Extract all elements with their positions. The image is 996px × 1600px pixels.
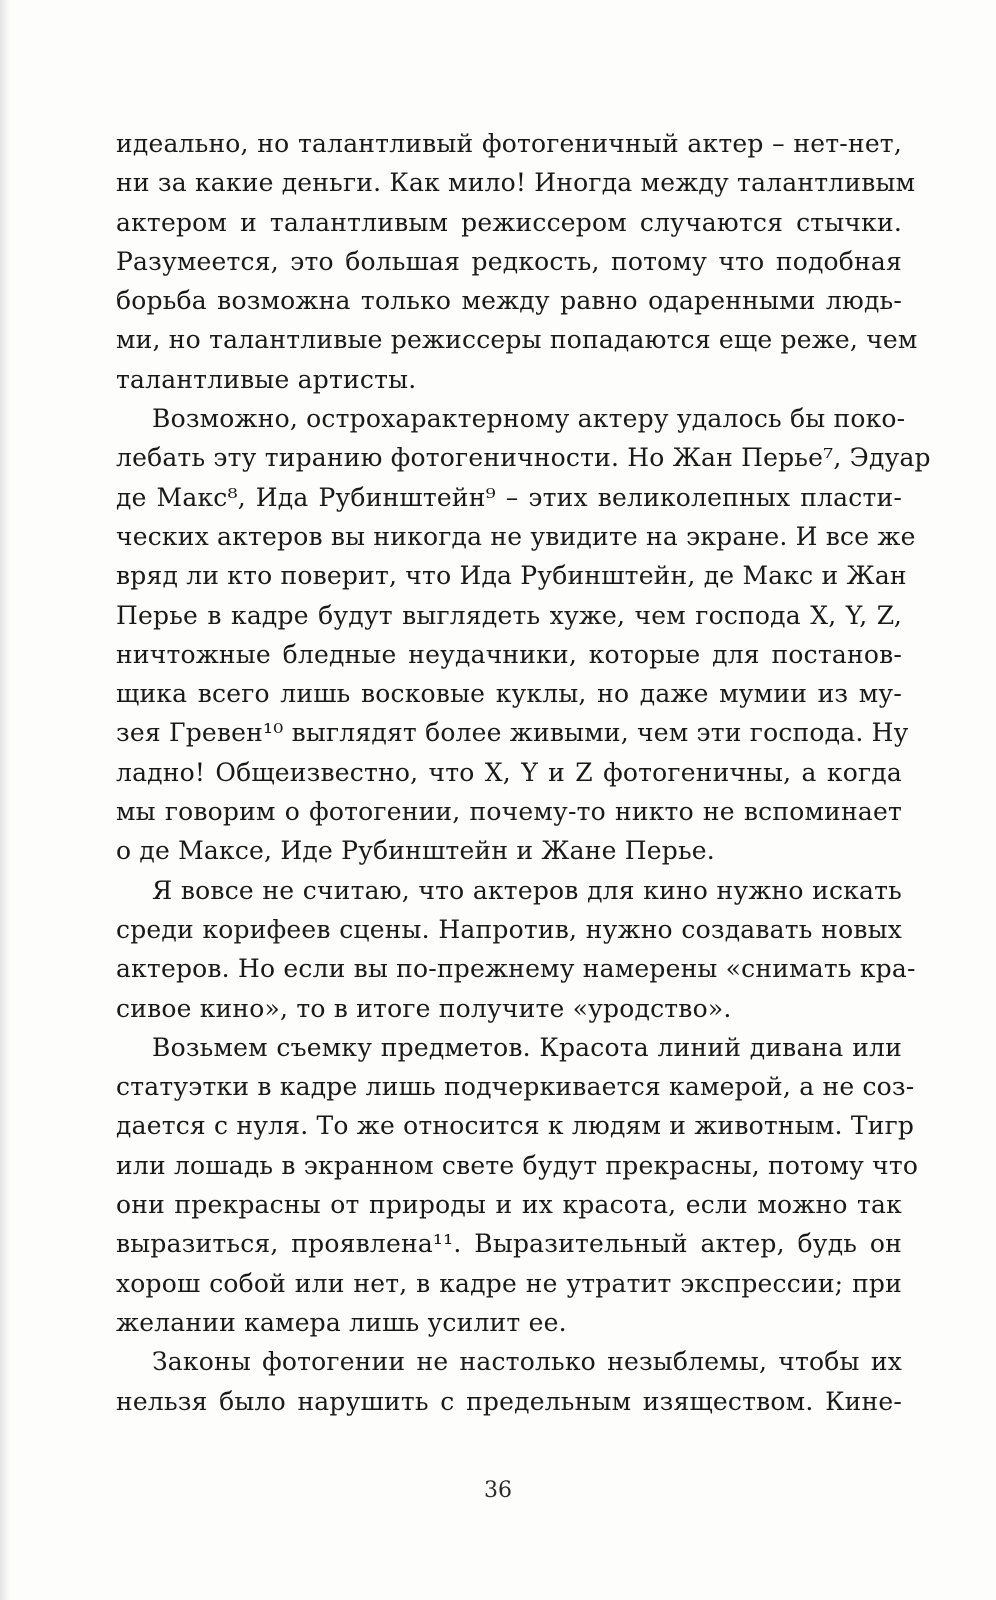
text-line: талантливые артисты. (116, 364, 417, 394)
text-line: хорош собой или нет, в кадре не утратит экспрессии; при (116, 1268, 902, 1298)
text-line: мы говорим о фотогении, почему-то никто не вспоминает (116, 797, 902, 827)
paragraph (116, 1028, 919, 1342)
text-line: зея Гревен¹⁰ выглядят более живыми, чем эти господа. Ну (116, 718, 909, 748)
paragraph (116, 124, 918, 399)
text-line: сивое кино», то в итоге получите «уродство». (116, 993, 732, 1023)
text-line: ми, но талантливые режиссеры попадаются еще реже, чем (116, 325, 918, 355)
text-line: дается с нуля. То же относится к людям и животным. Тигр (116, 1111, 915, 1141)
text-line: о де Максе, Иде Рубинштейн и Жане Перье. (116, 836, 715, 866)
text-line: статуэтки в кадре лишь подчеркивается камерой, а не соз- (116, 1072, 915, 1102)
paragraph (116, 871, 916, 1028)
text-line: щика всего лишь восковые куклы, но даже мумии из му- (116, 679, 902, 709)
body-text (116, 124, 931, 1421)
paragraph (116, 1342, 902, 1421)
text-line: Возможно, острохарактерному актеру удалось бы поко- (152, 404, 906, 434)
paragraph (116, 399, 931, 871)
text-line: среди корифеев сцены. Напротив, нужно создавать новых (116, 914, 902, 944)
text-line: ческих актеров вы никогда не увидите на экране. И все же (116, 521, 916, 551)
text-line: актером и талантливым режиссером случаются стычки. (116, 207, 902, 237)
text-line: Законы фотогении не настолько незыблемы, чтобы их (152, 1347, 902, 1377)
text-line: идеально, но талантливый фотогеничный актер – нет-нет, (116, 129, 902, 158)
text-line: Перье в кадре будут выглядеть хуже, чем господа X, Y, Z, (116, 600, 902, 630)
text-line: ладно! Общеизвестно, что X, Y и Z фотогеничны, а когда (116, 757, 902, 787)
spine-shadow (0, 0, 10, 1600)
text-line: Разумеется, это большая редкость, потому что подобная (116, 246, 902, 276)
text-line: лебать эту тиранию фотогеничности. Но Жан Перье⁷, Эдуар (116, 443, 931, 473)
text-line: ничтожные бледные неудачники, которые для постанов- (116, 639, 902, 669)
text-line: актеров. Но если вы по-прежнему намерены «снимать кра- (116, 954, 916, 984)
page-number: 36 (484, 1478, 512, 1503)
text-line: вряд ли кто поверит, что Ида Рубинштейн, де Макс и Жан (116, 561, 907, 591)
text-line: или лошадь в экранном свете будут прекрасны, потому что (116, 1150, 919, 1180)
text-line: Возьмем съемку предметов. Красота линий дивана или (152, 1032, 902, 1062)
text-line: де Макс⁸, Ида Рубинштейн⁹ – этих великолепных пласти- (116, 482, 902, 512)
text-line: нельзя было нарушить с предельным изяществом. Кине- (116, 1386, 902, 1416)
text-line: они прекрасны от природы и их красота, если можно так (116, 1190, 902, 1220)
text-line: желании камера лишь усилит ее. (116, 1307, 567, 1337)
text-line: ни за какие деньги. Как мило! Иногда между талантливым (116, 168, 916, 198)
text-line: выразиться, проявлена¹¹. Выразительный актер, будь он (116, 1229, 902, 1259)
text-line: борьба возможна только между равно одаренными людь- (116, 286, 902, 316)
text-line: Я вовсе не считаю, что актеров для кино нужно искать (152, 875, 902, 905)
